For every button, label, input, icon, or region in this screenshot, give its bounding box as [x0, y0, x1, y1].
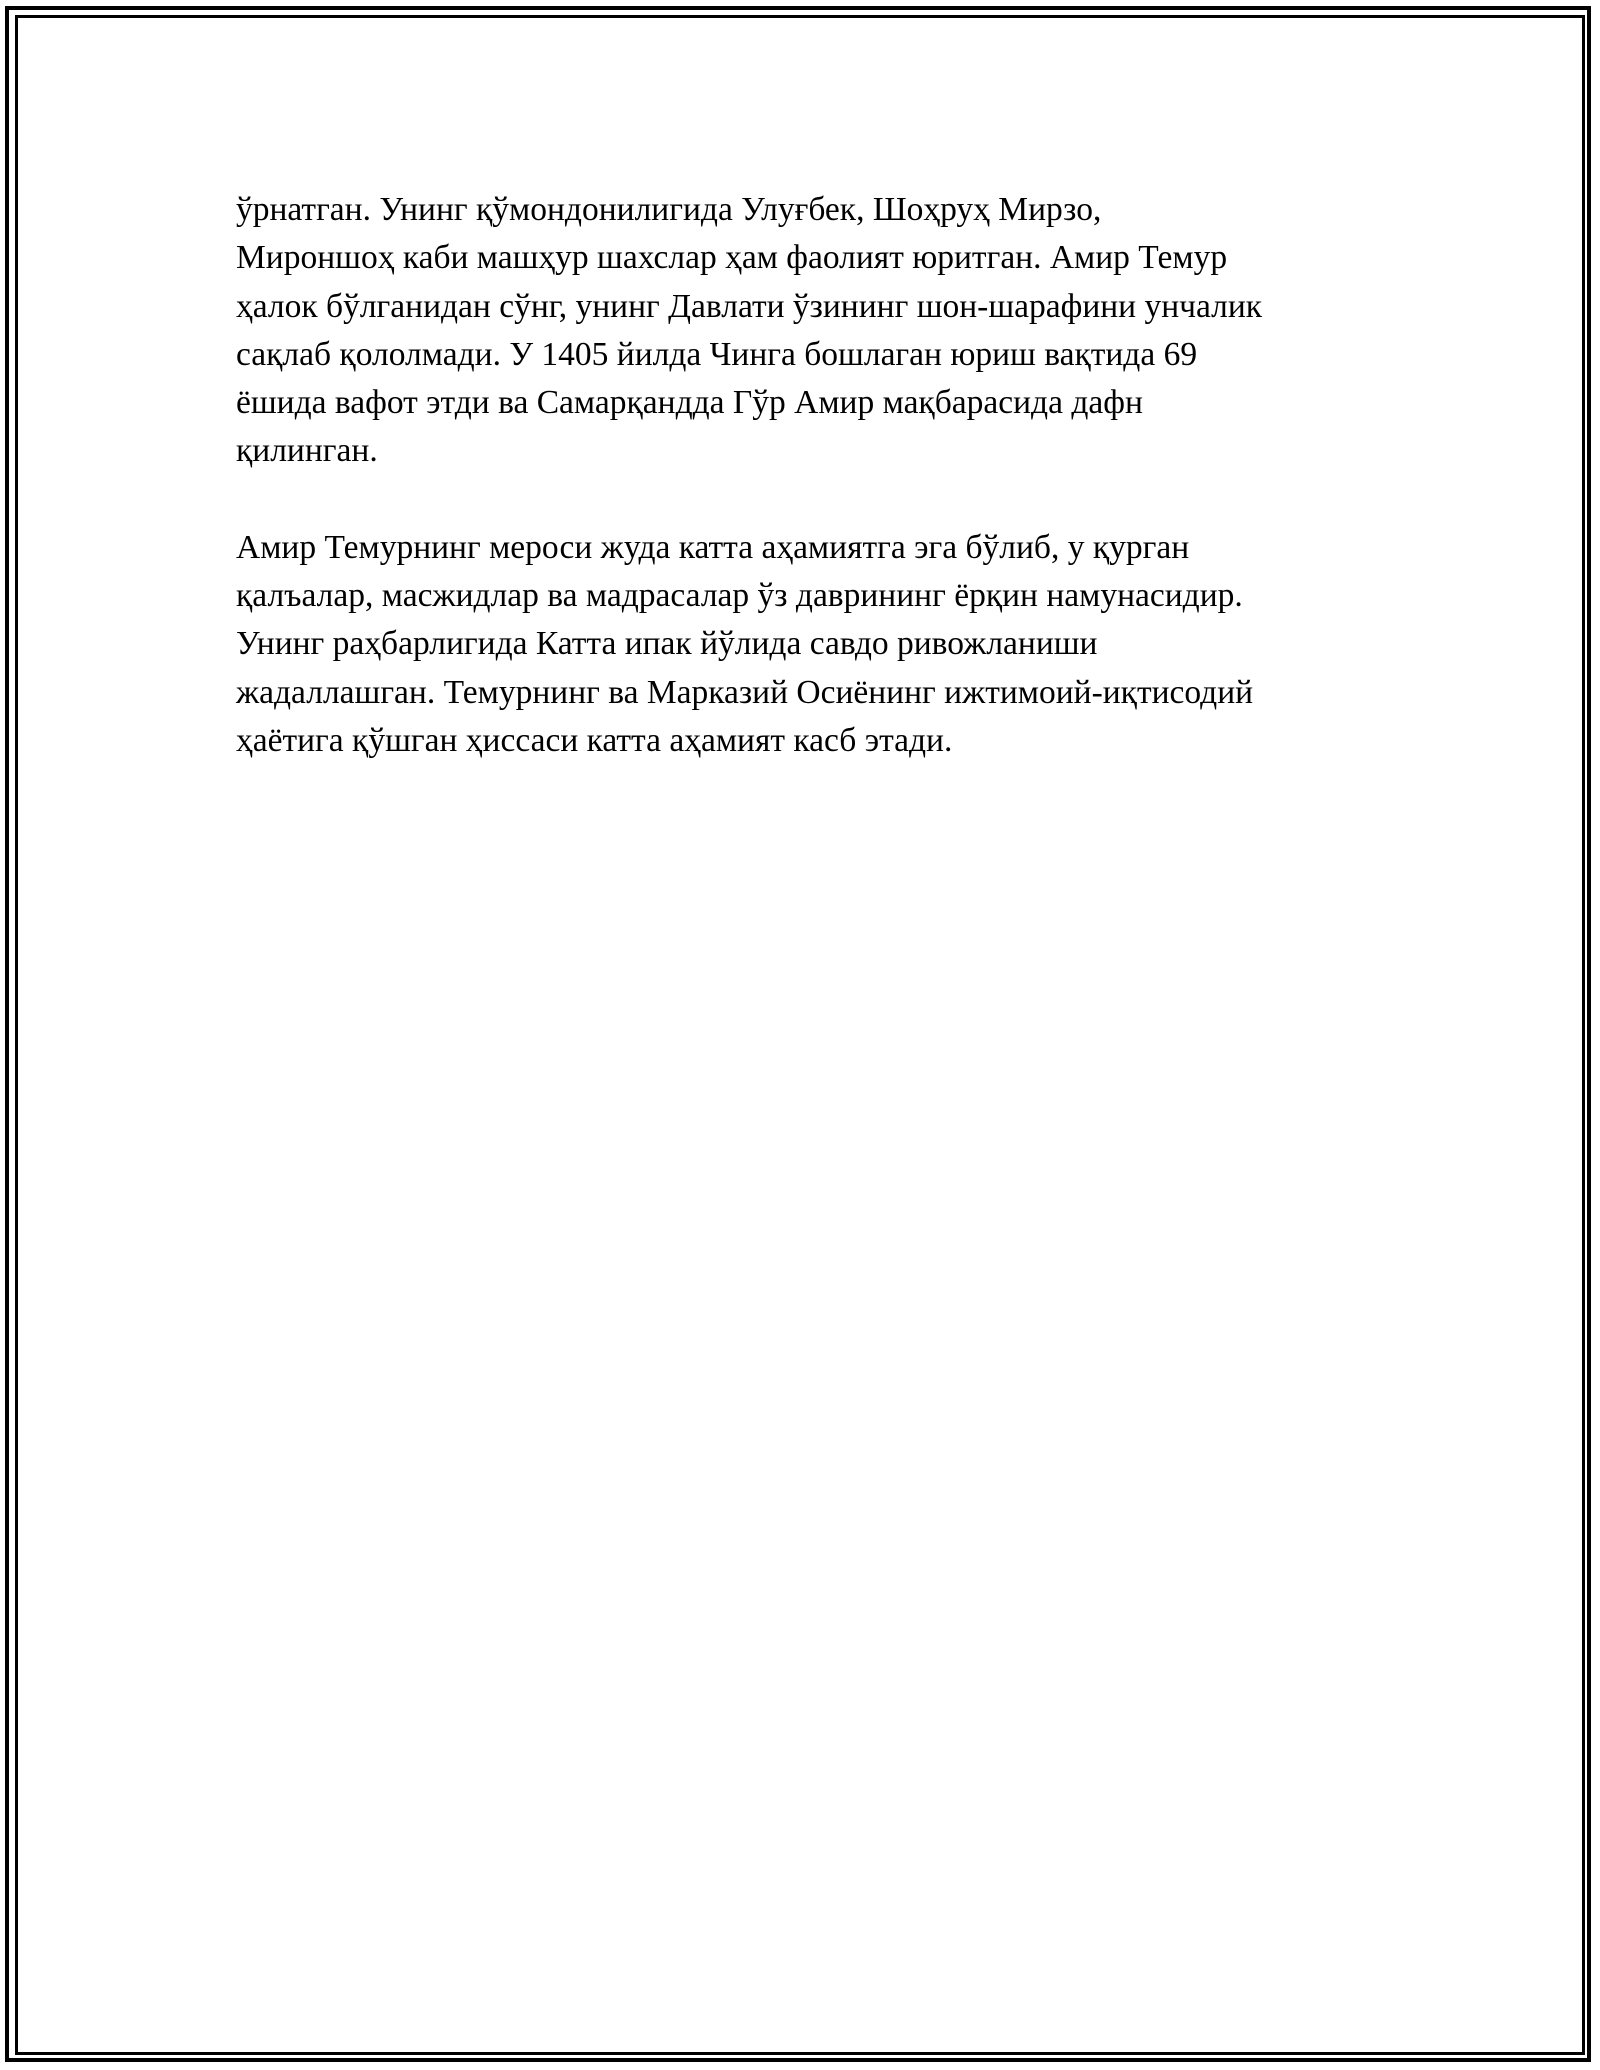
paragraph-2	[236, 524, 1376, 765]
text-line: ҳаётига қўшган ҳиссаси катта аҳамият касб этади.	[236, 721, 953, 759]
text-line: ўрнатган. Унинг қўмондонилигида Улуғбек, Шоҳруҳ Мирзо,	[236, 191, 1102, 228]
text-line: Амир Темурнинг мероси жуда катта аҳамиятга эга бўлиб, у қурган	[236, 528, 1190, 566]
text-line: ҳалок бўлганидан сўнг, унинг Давлати ўзининг шон-шарафини унчалик	[236, 287, 1263, 325]
text-line: қалъалар, масжидлар ва мадрасалар ўз даврининг ёрқин намунасидир.	[236, 577, 1243, 615]
text-line: Мироншоҳ каби машҳур шахслар ҳам фаолият юритган. Амир Темур	[236, 239, 1228, 277]
document-body	[236, 186, 1376, 813]
text-line: Унинг раҳбарлигида Катта ипак йўлида савдо ривожланиши	[236, 625, 1098, 663]
text-line: қилинган.	[236, 432, 378, 470]
paragraph-1	[236, 186, 1376, 476]
text-line: ёшида вафот этди ва Самарқандда Гўр Амир мақбарасида дафн	[236, 384, 1143, 422]
text-line: сақлаб қололмади. У 1405 йилда Чинга бошлаган юриш вақтида 69	[236, 335, 1198, 373]
text-line: жадаллашган. Темурнинг ва Марказий Осиёнинг ижтимоий-иқтисодий	[236, 673, 1254, 711]
